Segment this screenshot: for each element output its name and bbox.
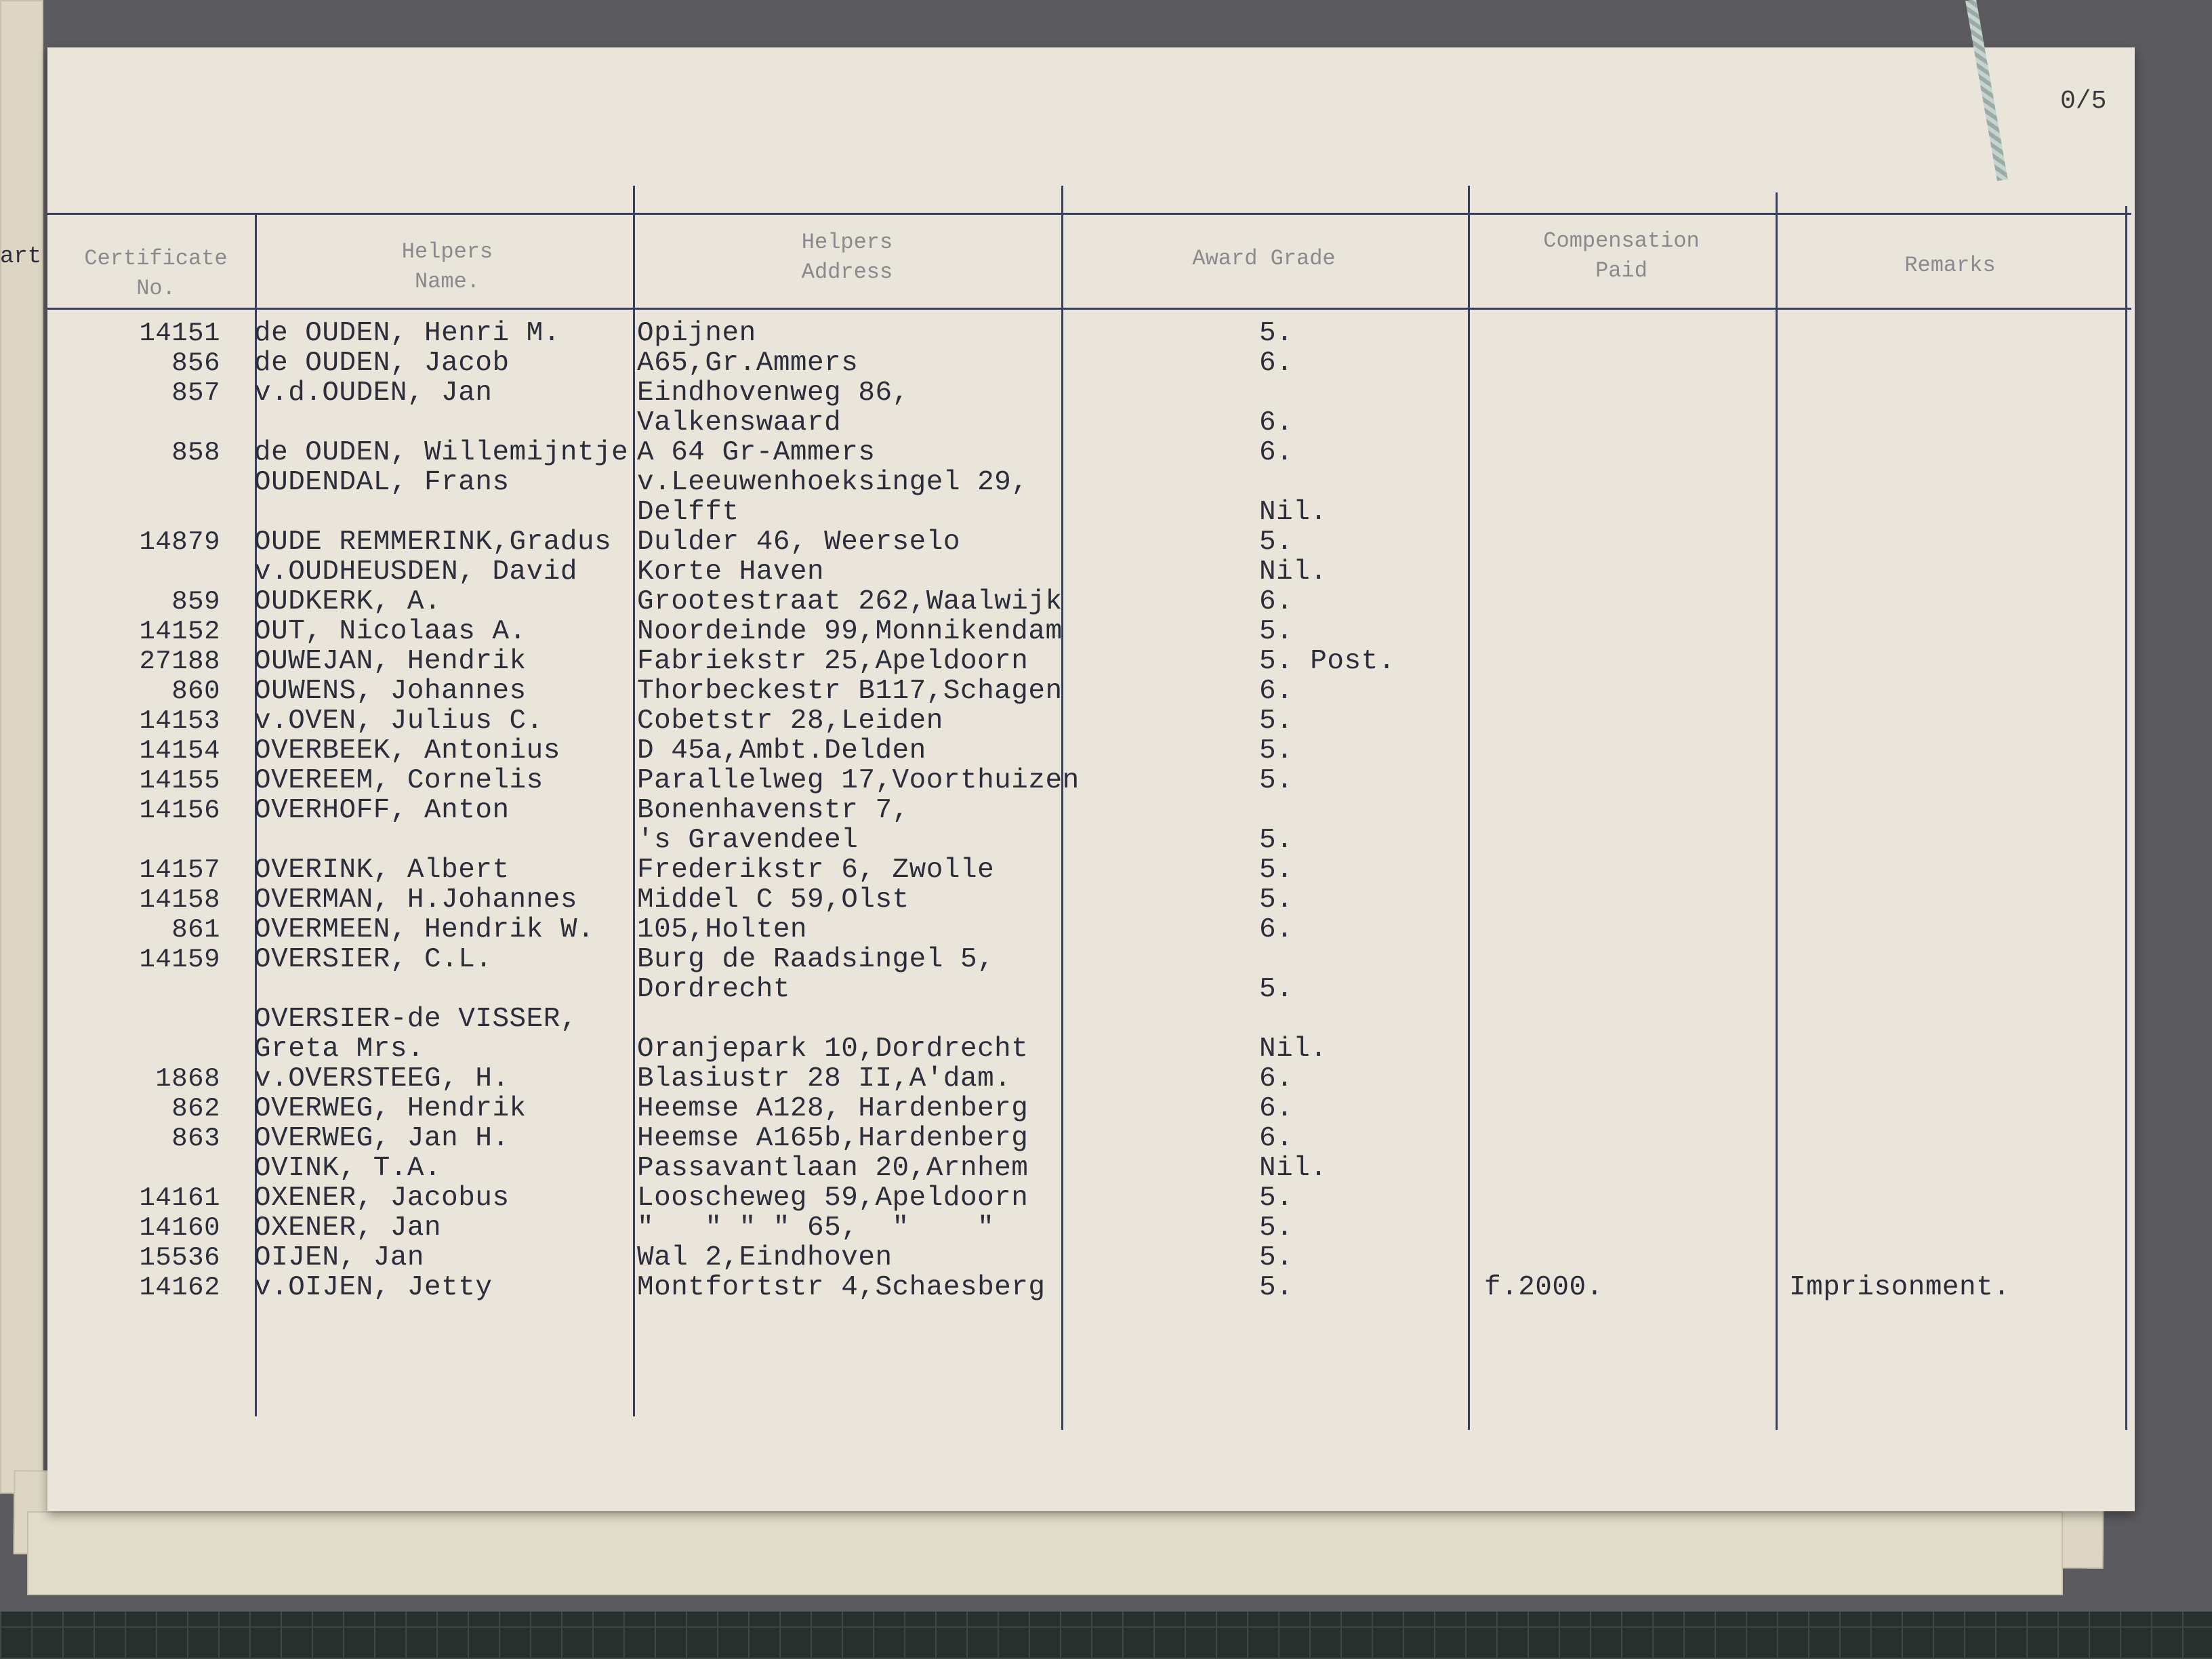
- certificate-number: 14156: [139, 796, 220, 825]
- helper-name: OIJEN, Jan: [254, 1242, 425, 1273]
- table-row: [0, 1183, 2212, 1213]
- compensation-paid: f.2000.: [1484, 1272, 1603, 1303]
- table-row: [0, 497, 2212, 527]
- certificate-number: 1868: [155, 1064, 220, 1094]
- certificate-number: 14162: [139, 1273, 220, 1303]
- table-row: [0, 1153, 2212, 1183]
- award-grade: 6.: [1259, 914, 1294, 945]
- helper-name: OUT, Nicolaas A.: [254, 616, 527, 647]
- helper-name: v.OVERSTEEG, H.: [254, 1063, 510, 1094]
- helper-address: Dulder 46, Weerselo: [637, 527, 960, 558]
- award-grade: 6.: [1259, 348, 1294, 379]
- award-grade: 5.: [1259, 855, 1294, 886]
- table-row: [0, 706, 2212, 736]
- helper-name: Greta Mrs.: [254, 1033, 425, 1065]
- table-row: [0, 647, 2212, 676]
- certificate-number: 863: [171, 1124, 220, 1153]
- table-row: [0, 766, 2212, 796]
- certificate-number: 859: [171, 587, 220, 617]
- award-grade: 6.: [1259, 1063, 1294, 1094]
- helper-address: Passavantlaan 20,Arnhem: [637, 1153, 1029, 1184]
- helper-name: OXENER, Jan: [254, 1212, 442, 1244]
- table-row: [0, 557, 2212, 587]
- award-grade: 5.: [1259, 765, 1294, 796]
- certificate-number: 862: [171, 1094, 220, 1124]
- helper-name: v.OUDHEUSDEN, David: [254, 556, 577, 588]
- award-grade: Nil.: [1259, 1033, 1328, 1065]
- helper-name: OUDE REMMERINK,Gradus: [254, 527, 612, 558]
- helper-name: OVEREEM, Cornelis: [254, 765, 544, 796]
- helper-address: Middel C 59,Olst: [637, 884, 909, 916]
- helper-name: OUDENDAL, Frans: [254, 467, 510, 498]
- table-row: [0, 408, 2212, 438]
- award-grade: 5.: [1259, 1242, 1294, 1273]
- header-helpers-name: Helpers Name.: [401, 239, 493, 294]
- header-bottom-border: [47, 308, 2131, 310]
- helper-address: A65,Gr.Ammers: [637, 348, 859, 379]
- award-grade: 6.: [1259, 407, 1294, 438]
- table-row: [0, 378, 2212, 408]
- table-row: [0, 438, 2212, 468]
- table-row: [0, 855, 2212, 885]
- table-row: [0, 617, 2212, 647]
- helper-address: Valkenswaard: [637, 407, 842, 438]
- header-compensation-paid: Compensation Paid: [1543, 228, 1700, 283]
- certificate-number: 15536: [139, 1243, 220, 1273]
- certificate-number: 14161: [139, 1183, 220, 1213]
- left-edge-fragment: art: [0, 244, 42, 270]
- helper-name: OUDKERK, A.: [254, 586, 442, 617]
- helper-name: de OUDEN, Henri M.: [254, 318, 560, 349]
- table-row: [0, 527, 2212, 557]
- helper-name: v.OVEN, Julius C.: [254, 705, 544, 737]
- helper-address: Frederikstr 6, Zwolle: [637, 855, 995, 886]
- helper-address: Looscheweg 59,Apeldoorn: [637, 1183, 1029, 1214]
- remarks: Imprisonment.: [1789, 1272, 2011, 1303]
- table-row: [0, 736, 2212, 766]
- header-remarks: Remarks: [1904, 253, 1996, 278]
- table-row: [0, 1273, 2212, 1303]
- helper-name: v.OIJEN, Jetty: [254, 1272, 493, 1303]
- table-row: [0, 468, 2212, 497]
- award-grade: 6.: [1259, 586, 1294, 617]
- award-grade: 5.: [1259, 1183, 1294, 1214]
- table-row: [0, 945, 2212, 975]
- table-row: [0, 1034, 2212, 1064]
- certificate-number: 14152: [139, 617, 220, 647]
- table-row: [0, 885, 2212, 915]
- certificate-number: 27188: [139, 647, 220, 676]
- helper-name: OVINK, T.A.: [254, 1153, 442, 1184]
- table-row: [0, 587, 2212, 617]
- certificate-number: 857: [171, 378, 220, 408]
- helper-name: OUWEJAN, Hendrik: [254, 646, 527, 677]
- certificate-number: 14151: [139, 319, 220, 348]
- helper-address: Dordrecht: [637, 974, 790, 1005]
- helper-name: OVERMEEN, Hendrik W.: [254, 914, 595, 945]
- award-grade: Nil.: [1259, 556, 1328, 588]
- helper-address: A 64 Gr-Ammers: [637, 437, 876, 468]
- certificate-number: 14159: [139, 945, 220, 975]
- table-row: [0, 348, 2212, 378]
- helper-name: OVERBEEK, Antonius: [254, 735, 560, 766]
- helper-name: OVERWEG, Jan H.: [254, 1123, 510, 1154]
- helper-name: OUWENS, Johannes: [254, 676, 527, 707]
- award-grade: 5.: [1259, 884, 1294, 916]
- table-row: [0, 915, 2212, 945]
- helper-name: OVERMAN, H.Johannes: [254, 884, 577, 916]
- certificate-number: 860: [171, 676, 220, 706]
- helper-address: Oranjepark 10,Dordrecht: [637, 1033, 1029, 1065]
- header-helpers-address: Helpers Address: [801, 230, 893, 285]
- helper-name: de OUDEN, Jacob: [254, 348, 510, 379]
- helper-name: OVERSIER, C.L.: [254, 944, 493, 975]
- table-row: [0, 1243, 2212, 1273]
- helper-address: Opijnen: [637, 318, 756, 349]
- award-grade: 5.: [1259, 1272, 1294, 1303]
- award-grade: 5.: [1259, 735, 1294, 766]
- page-number: 0/5: [2060, 87, 2107, 116]
- award-grade: Nil.: [1259, 497, 1328, 528]
- helper-address: D 45a,Ambt.Delden: [637, 735, 926, 766]
- table-row: [0, 1094, 2212, 1124]
- helper-name: v.d.OUDEN, Jan: [254, 377, 493, 409]
- helper-address: 's Gravendeel: [637, 825, 859, 856]
- certificate-number: 14155: [139, 766, 220, 796]
- award-grade: 5.: [1259, 318, 1294, 349]
- header-award-grade: Award Grade: [1192, 246, 1336, 271]
- helper-address: Heemse A165b,Hardenberg: [637, 1123, 1029, 1154]
- helper-address: Wal 2,Eindhoven: [637, 1242, 893, 1273]
- certificate-number: 861: [171, 915, 220, 945]
- certificate-number: 14879: [139, 527, 220, 557]
- table-row: [0, 319, 2212, 348]
- table-top-border: [47, 213, 2131, 215]
- table-row: [0, 1124, 2212, 1153]
- helper-address: Delfft: [637, 497, 739, 528]
- helper-name: OVERHOFF, Anton: [254, 795, 510, 826]
- helper-address: 105,Holten: [637, 914, 808, 945]
- award-grade: 5.: [1259, 825, 1294, 856]
- stacked-sheet-bottom-2: [27, 1511, 2063, 1595]
- certificate-number: 14153: [139, 706, 220, 736]
- helper-address: v.Leeuwenhoeksingel 29,: [637, 467, 1029, 498]
- award-grade: 6.: [1259, 676, 1294, 707]
- helper-address: Heemse A128, Hardenberg: [637, 1093, 1029, 1124]
- award-grade: 5.: [1259, 974, 1294, 1005]
- award-grade: 5.: [1259, 527, 1294, 558]
- award-grade: 5.: [1259, 616, 1294, 647]
- helper-address: Grootestraat 262,Waalwijk: [637, 586, 1063, 617]
- award-grade: 5.: [1259, 705, 1294, 737]
- helper-address: Burg de Raadsingel 5,: [637, 944, 995, 975]
- helper-name: OVERINK, Albert: [254, 855, 510, 886]
- helper-address: Parallelweg 17,Voorthuizen: [637, 765, 1080, 796]
- award-grade: 6.: [1259, 1093, 1294, 1124]
- award-grade: 5. Post.: [1259, 646, 1395, 677]
- helper-address: Thorbeckestr B117,Schagen: [637, 676, 1063, 707]
- certificate-number: 14160: [139, 1213, 220, 1243]
- helper-address: Noordeinde 99,Monnikendam: [637, 616, 1063, 647]
- table-row: [0, 1004, 2212, 1034]
- certificate-number: 14157: [139, 855, 220, 885]
- table-row: [0, 825, 2212, 855]
- table-row: [0, 975, 2212, 1004]
- helper-address: Blasiustr 28 II,A'dam.: [637, 1063, 1012, 1094]
- header-certificate: Certificate No.: [84, 246, 228, 301]
- helper-address: Bonenhavenstr 7,: [637, 795, 909, 826]
- table-row: [0, 1064, 2212, 1094]
- helper-address: Eindhovenweg 86,: [637, 377, 909, 409]
- certificate-number: 14158: [139, 885, 220, 915]
- table-row: [0, 676, 2212, 706]
- desk-surface: [0, 1612, 2212, 1659]
- helper-name: OXENER, Jacobus: [254, 1183, 510, 1214]
- award-grade: 5.: [1259, 1212, 1294, 1244]
- table-row: [0, 796, 2212, 825]
- helper-address: Cobetstr 28,Leiden: [637, 705, 943, 737]
- award-grade: Nil.: [1259, 1153, 1328, 1184]
- helper-name: OVERWEG, Hendrik: [254, 1093, 527, 1124]
- helper-address: " " " " 65, " ": [637, 1212, 995, 1244]
- helper-name: OVERSIER-de VISSER,: [254, 1004, 577, 1035]
- certificate-number: 14154: [139, 736, 220, 766]
- award-grade: 6.: [1259, 1123, 1294, 1154]
- helper-name: de OUDEN, Willemijntje: [254, 437, 629, 468]
- certificate-number: 856: [171, 348, 220, 378]
- certificate-number: 858: [171, 438, 220, 468]
- helper-address: Montfortstr 4,Schaesberg: [637, 1272, 1046, 1303]
- helper-address: Fabriekstr 25,Apeldoorn: [637, 646, 1029, 677]
- helper-address: Korte Haven: [637, 556, 825, 588]
- table-row: [0, 1213, 2212, 1243]
- award-grade: 6.: [1259, 437, 1294, 468]
